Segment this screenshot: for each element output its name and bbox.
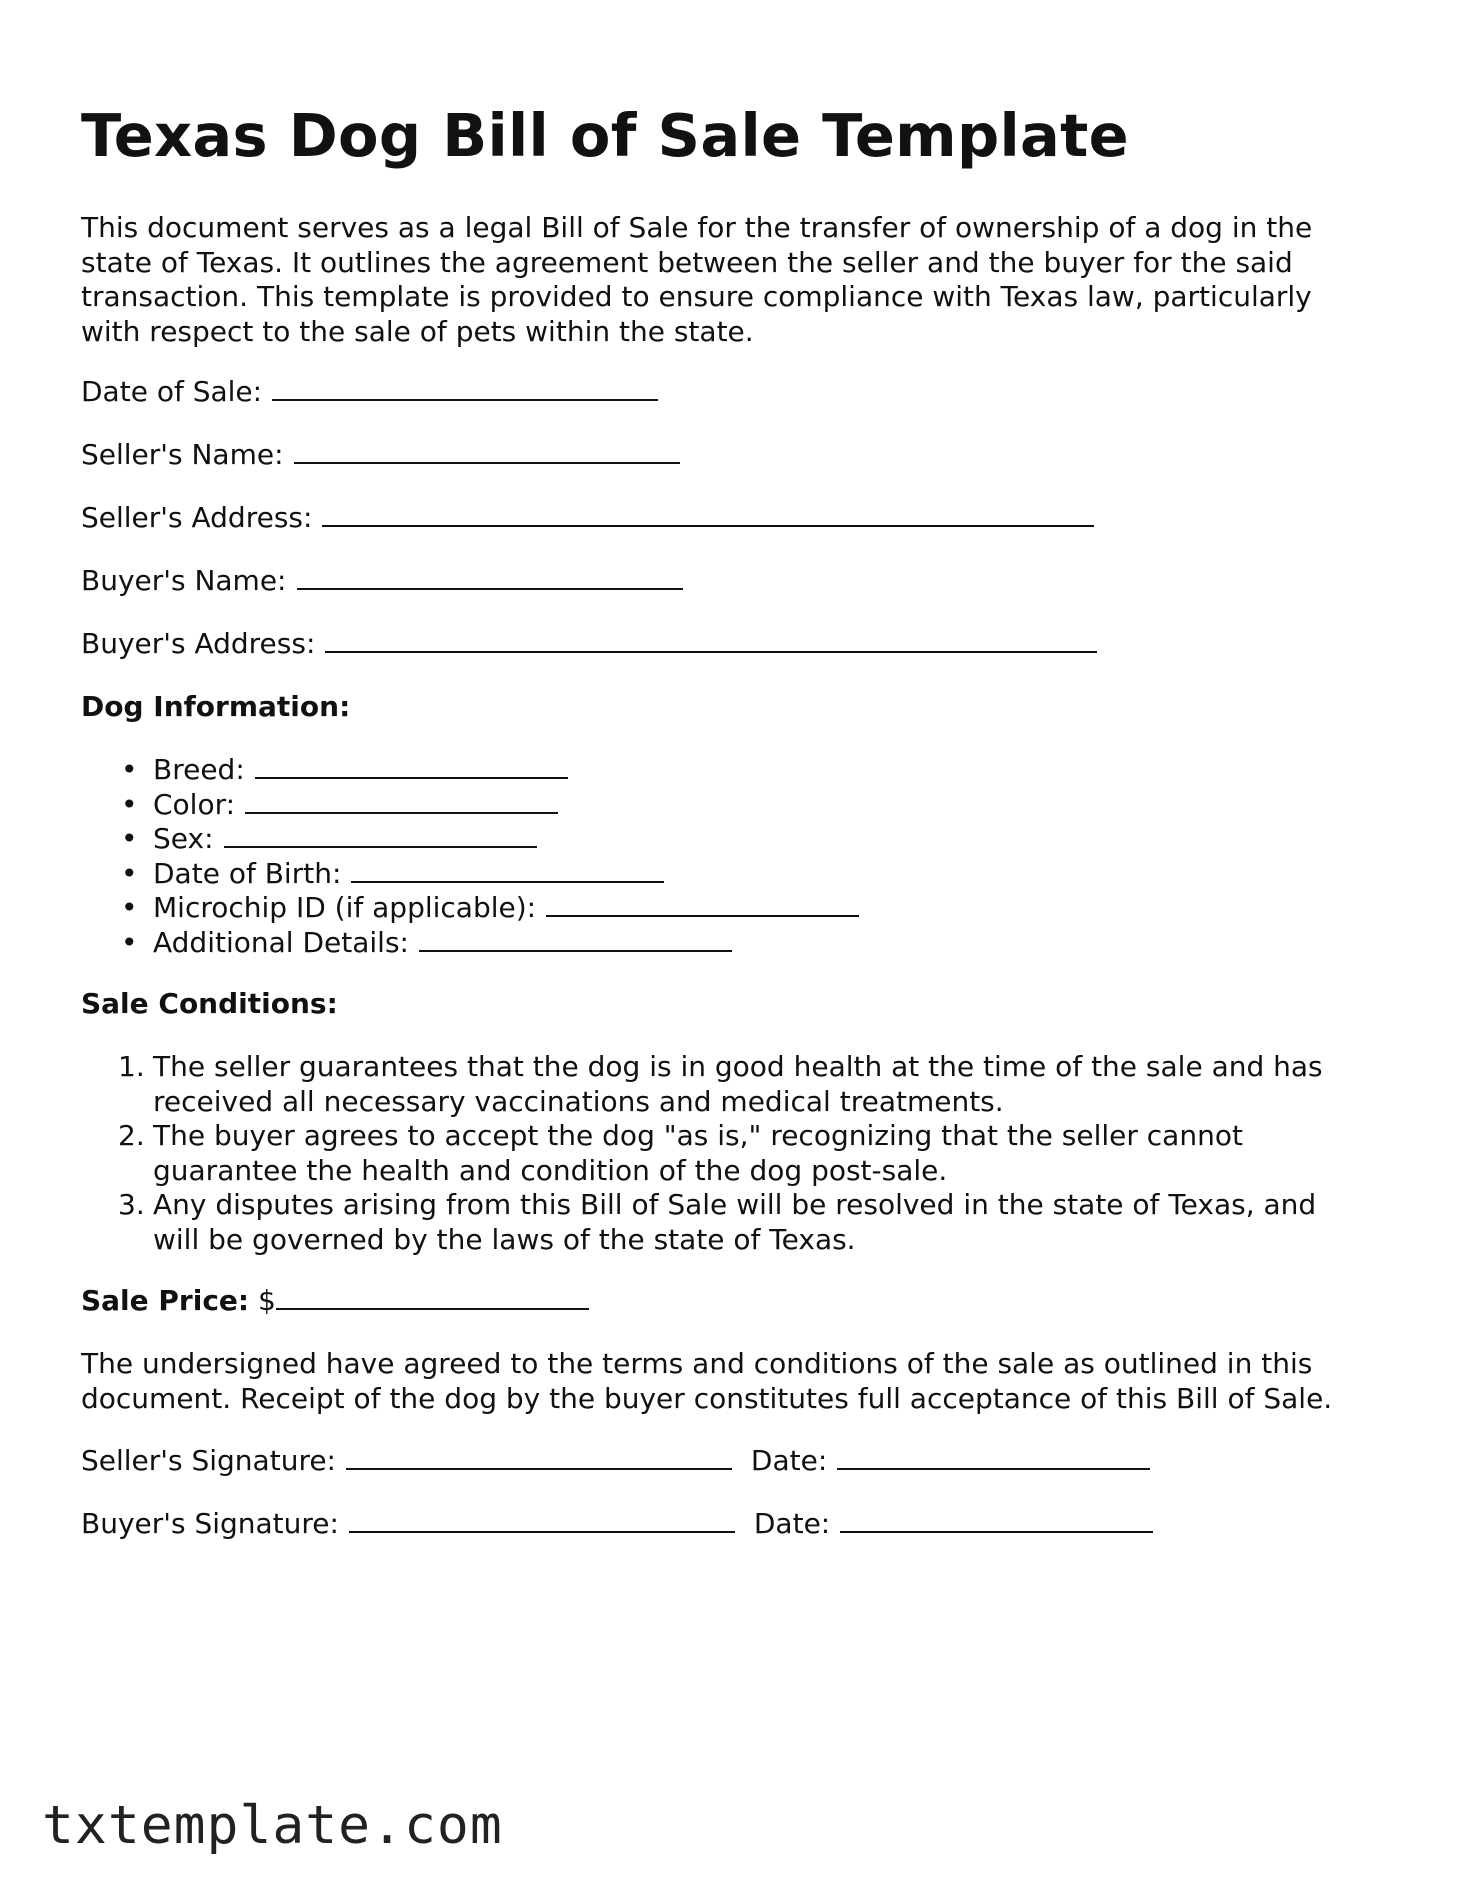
- intro-paragraph: [81, 211, 1312, 349]
- condition-line: Any disputes arising from this Bill of Sale will be resolved in the state of Texas, and: [153, 1188, 1317, 1221]
- footer-brand-watermark: txtemplate.com: [42, 1795, 503, 1856]
- condition-line: guarantee the health and condition of the dog post-sale.: [153, 1153, 948, 1187]
- list-item: [81, 891, 859, 926]
- list-number: 1.: [118, 1050, 145, 1083]
- seller-address-label: Seller's Address:: [81, 501, 313, 534]
- seller-name-blank[interactable]: [294, 438, 680, 464]
- seller-name-field: [81, 438, 680, 473]
- seller-date-blank[interactable]: [837, 1444, 1150, 1470]
- microchip-id-label: Microchip ID (if applicable):: [153, 891, 537, 924]
- buyer-address-label: Buyer's Address:: [81, 627, 316, 660]
- currency-symbol: $: [258, 1284, 276, 1317]
- sale-price-label: Sale Price:: [81, 1284, 250, 1317]
- bullet-icon: •: [121, 822, 138, 855]
- sex-blank[interactable]: [224, 822, 537, 848]
- color-label: Color:: [153, 787, 236, 821]
- seller-signature-row: [81, 1444, 1150, 1479]
- condition-line: The seller guarantees that the dog is in good health at the time of the sale and has: [153, 1050, 1323, 1083]
- intro-line: with respect to the sale of pets within the state.: [81, 314, 754, 348]
- buyer-address-blank[interactable]: [325, 627, 1097, 653]
- acceptance-paragraph: [81, 1347, 1332, 1416]
- buyer-address-field: [81, 627, 1097, 662]
- buyer-date-blank[interactable]: [840, 1507, 1153, 1533]
- microchip-id-blank[interactable]: [546, 891, 859, 917]
- date-of-sale-blank[interactable]: [272, 375, 658, 401]
- acceptance-line: document. Receipt of the dog by the buyer constitutes full acceptance of this Bill of Sale.: [81, 1381, 1333, 1415]
- condition-line: The buyer agrees to accept the dog "as is," recognizing that the seller cannot: [153, 1119, 1243, 1152]
- sale-price-blank[interactable]: [276, 1284, 589, 1310]
- buyer-signature-blank[interactable]: [349, 1507, 735, 1533]
- list-number: 3.: [118, 1188, 145, 1221]
- list-item: [81, 753, 859, 788]
- list-item: [81, 822, 859, 857]
- date-of-sale-field: [81, 375, 658, 410]
- list-number: 2.: [118, 1119, 145, 1152]
- additional-details-label: Additional Details:: [153, 925, 409, 959]
- intro-line: state of Texas. It outlines the agreement between the seller and the buyer for the said: [81, 245, 1293, 279]
- sale-conditions-heading: Sale Conditions:: [81, 987, 338, 1020]
- date-of-sale-label: Date of Sale:: [81, 375, 263, 408]
- sex-label: Sex:: [153, 822, 214, 855]
- bullet-icon: •: [121, 753, 138, 786]
- seller-name-label: Seller's Name:: [81, 438, 284, 471]
- intro-line: transaction. This template is provided to ensure compliance with Texas law, particularly: [81, 280, 1312, 313]
- additional-details-blank[interactable]: [419, 926, 732, 952]
- bullet-icon: •: [121, 856, 138, 890]
- intro-line: This document serves as a legal Bill of Sale for the transfer of ownership of a dog in the: [81, 211, 1313, 244]
- list-item: [81, 788, 859, 823]
- list-item: [81, 1119, 1323, 1188]
- seller-signature-label: Seller's Signature:: [81, 1444, 336, 1477]
- list-item: [81, 1188, 1323, 1257]
- buyer-signature-label: Buyer's Signature:: [81, 1507, 339, 1540]
- sale-price-field: [81, 1284, 589, 1319]
- dog-information-list: [81, 753, 859, 960]
- sale-conditions-list: [81, 1050, 1323, 1257]
- seller-date-label: Date:: [750, 1444, 828, 1477]
- color-blank[interactable]: [245, 788, 558, 814]
- list-item: [81, 857, 859, 892]
- date-of-birth-label: Date of Birth:: [153, 856, 342, 890]
- condition-line: will be governed by the laws of the state of Texas.: [153, 1222, 856, 1256]
- buyer-signature-row: [81, 1507, 1153, 1542]
- date-of-birth-blank[interactable]: [351, 857, 664, 883]
- breed-label: Breed:: [153, 753, 245, 786]
- list-item: [81, 1050, 1323, 1119]
- bullet-icon: •: [121, 891, 138, 924]
- seller-address-blank[interactable]: [322, 501, 1094, 527]
- buyer-name-field: [81, 564, 683, 599]
- dog-information-heading: Dog Information:: [81, 690, 351, 723]
- buyer-name-label: Buyer's Name:: [81, 564, 287, 597]
- bullet-icon: •: [121, 925, 138, 959]
- list-item: [81, 926, 859, 961]
- breed-blank[interactable]: [255, 753, 568, 779]
- bullet-icon: •: [121, 787, 138, 821]
- seller-address-field: [81, 501, 1094, 536]
- document-title: Texas Dog Bill of Sale Template: [81, 101, 1129, 170]
- condition-line: received all necessary vaccinations and medical treatments.: [153, 1084, 1004, 1118]
- buyer-date-label: Date:: [753, 1507, 831, 1540]
- buyer-name-blank[interactable]: [297, 564, 683, 590]
- seller-signature-blank[interactable]: [346, 1444, 732, 1470]
- acceptance-line: The undersigned have agreed to the terms and conditions of the sale as outlined in this: [81, 1347, 1313, 1380]
